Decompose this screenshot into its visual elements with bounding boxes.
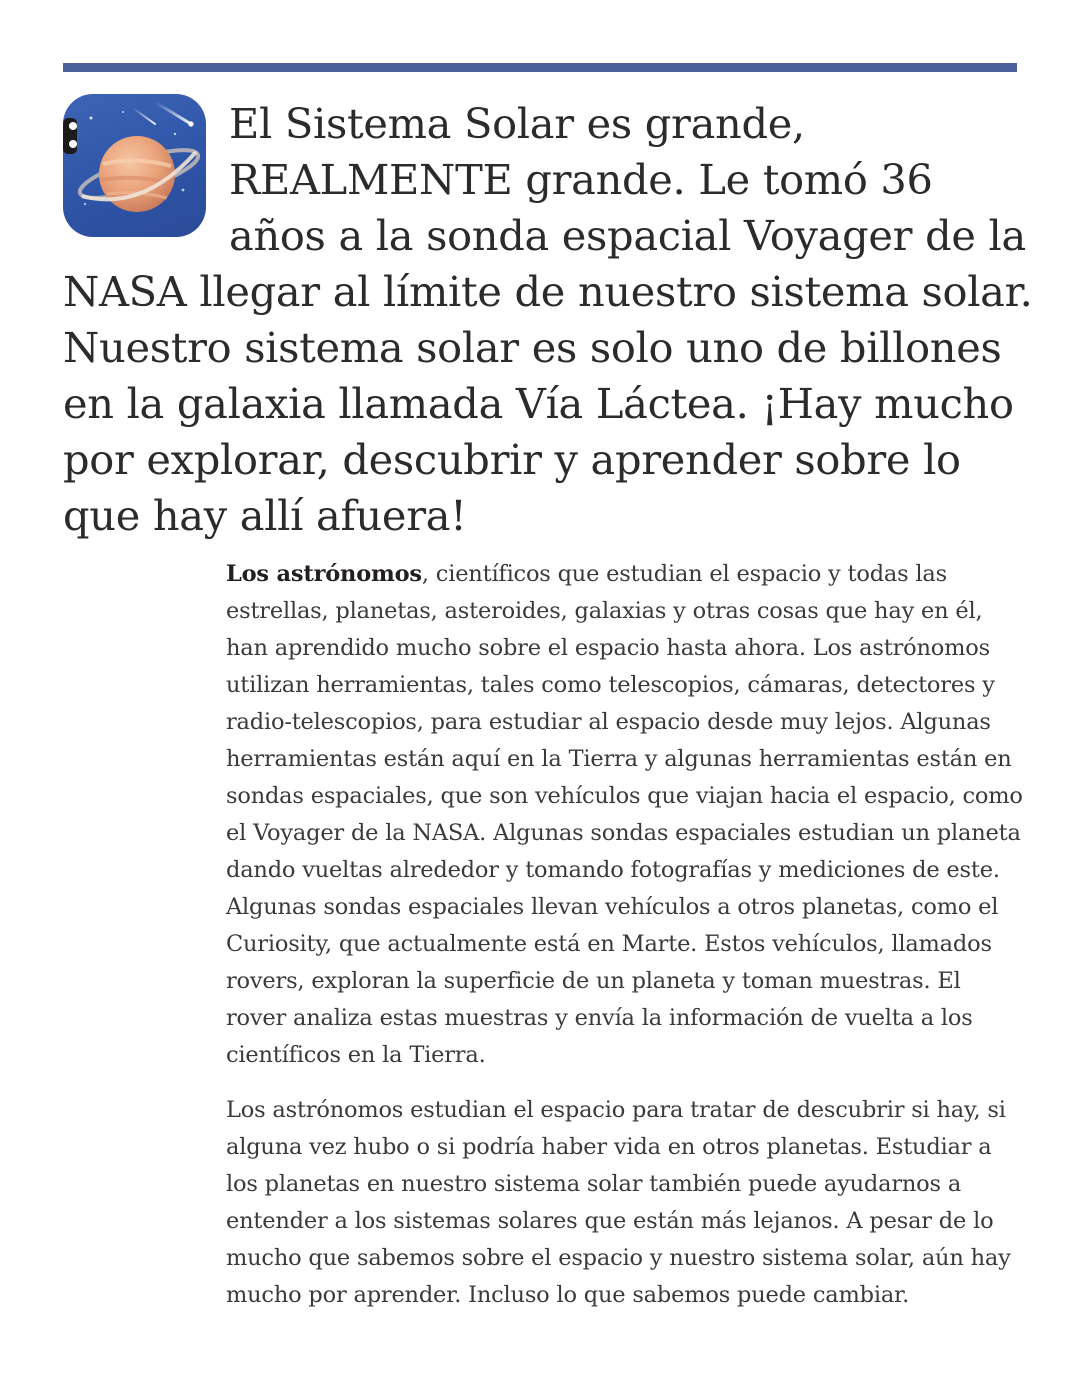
body-paragraph-1: [226, 556, 1026, 1074]
intro-text: El Sistema Solar es grande, REALMENTE grande. Le tomó 36 años a la sonda espacial Voyager de la NASA llegar al límite de nuestro sistema solar. Nuestro sistema solar es solo uno de billones en la galaxia llamada Vía Láctea. ¡Hay mucho por explorar, descubrir y aprender sobre lo que hay allí afuera!: [63, 99, 1033, 540]
body-paragraph-2: Los astrónomos estudian el espacio para tratar de descubrir si hay, si alguna vez hubo o si podría haber vida en otros planetas. Estudiar a los planetas en nuestro sistema solar también puede ayudarnos a entender a los sistemas solares que están más lejanos. A pesar de lo mucho que sabemos sobre el espacio y nuestro sistema solar, aún hay mucho por aprender. Incluso lo que sabemos puede cambiar.: [226, 1097, 1011, 1308]
article-body: [226, 556, 1026, 1332]
intro-paragraph: [63, 96, 1033, 544]
body-paragraph-1-text: , científicos que estudian el espacio y todas las estrellas, planetas, asteroides, galaxias y otras cosas que hay en él, han aprendido mucho sobre el espacio hasta ahora. Los astrónomos utilizan herramientas, tales como telescopios, cámaras, detectores y radio-telescopios, para estudiar al espacio desde muy lejos. Algunas herramientas están aquí en la Tierra y algunas herramientas están en sondas espaciales, que son vehículos que viajan hacia el espacio, como el Voyager de la NASA. Algunas sondas espaciales estudian un planeta dando vueltas alrededor y tomando fotografías y mediciones de este. Algunas sondas espaciales llevan vehículos a otros planetas, como el Curiosity, que actualmente está en Marte. Estos vehículos, llamados rovers, exploran la superficie de un planeta y toman muestras. El rover analiza estas muestras y envía la información de vuelta a los científicos en la Tierra.: [226, 561, 1023, 1068]
term-astronomers: Los astrónomos: [226, 561, 422, 587]
top-divider-rule: [63, 63, 1017, 72]
